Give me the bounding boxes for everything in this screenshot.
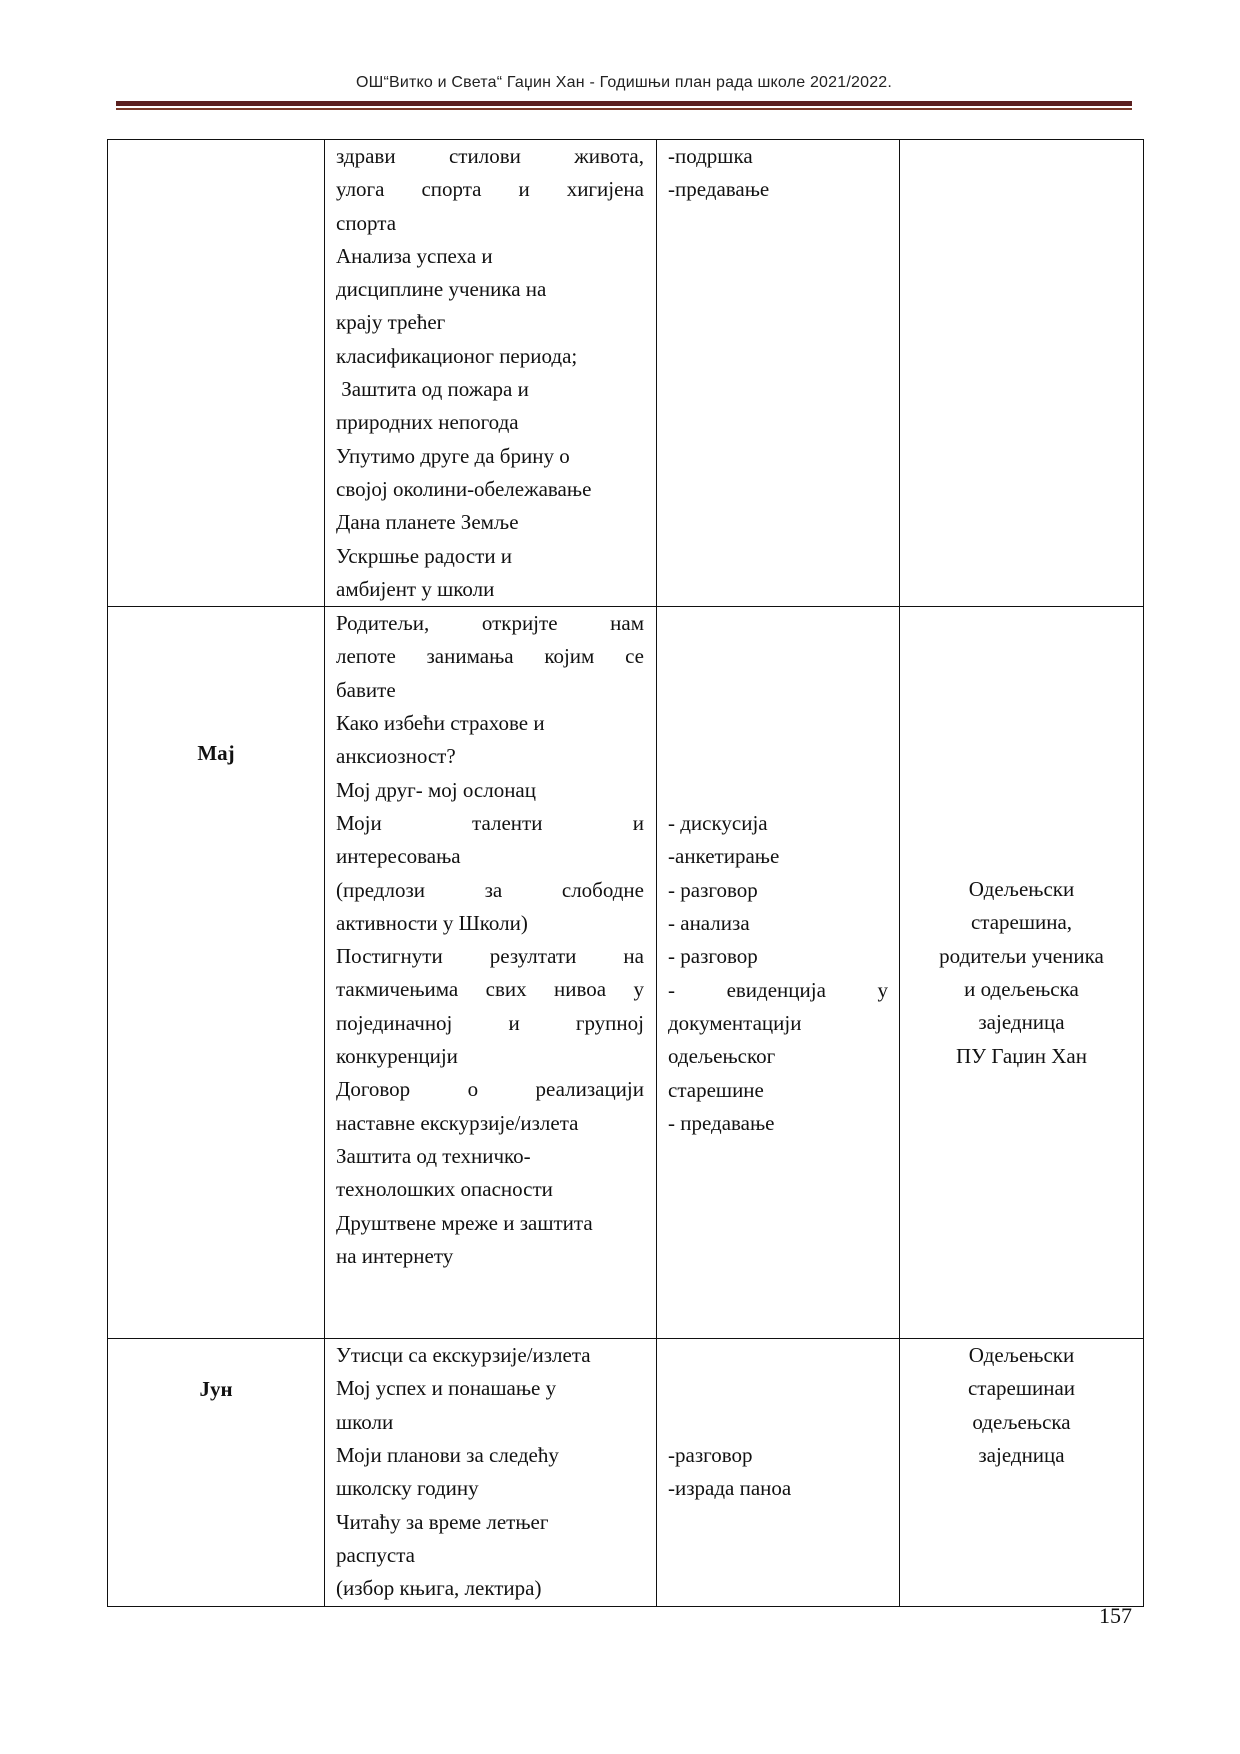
topic-line: такмичењима свих нивоа у — [336, 977, 644, 1002]
responsible-line: заједница — [978, 1443, 1065, 1468]
topic-line: појединачној и групној — [336, 1010, 644, 1035]
topic-line: на интернету — [336, 1243, 454, 1268]
topic-line: Заштита од пожара и — [336, 377, 529, 402]
method-line: -разговор — [668, 1443, 753, 1468]
topics-cell — [325, 140, 657, 607]
methods-cell — [657, 1339, 900, 1607]
method-line: -предавање — [668, 177, 770, 202]
topic-line: Мој успех и понашање у — [336, 1376, 557, 1401]
responsible-cell — [900, 1339, 1144, 1607]
header-rule-thick — [116, 101, 1132, 106]
responsible-line: старешинаи — [967, 1376, 1076, 1401]
method-line: - предавање — [668, 1110, 775, 1135]
topic-line: активности у Школи) — [336, 910, 528, 935]
topic-line: технолошких опасности — [336, 1177, 553, 1202]
topic-line: Ускршње радости и — [336, 543, 513, 568]
topic-line: Читаћу за време летњег — [336, 1509, 549, 1534]
topic-line: улога спорта и хигијена — [336, 177, 644, 202]
topic-line: анксиозност? — [336, 744, 456, 769]
topic-line: дисциплине ученика на — [336, 277, 547, 302]
method-line: - анализа — [668, 911, 750, 936]
month-label: Мај — [197, 741, 235, 766]
topic-line: Мој друг- мој ослонац — [336, 777, 536, 802]
responsible-line: Одељењски — [968, 1343, 1075, 1368]
method-line: -израда паноа — [668, 1476, 792, 1501]
table-row — [108, 1339, 1144, 1607]
method-line: -подршка — [668, 144, 753, 168]
topic-line: Утисци са екскурзије/излета — [336, 1343, 591, 1368]
topic-line: школску годину — [336, 1476, 479, 1501]
topics-cell — [325, 1339, 657, 1607]
topic-line: Постигнути резултати на — [336, 944, 644, 969]
topic-line: Моји таленти и — [336, 810, 644, 835]
topic-line: Моји планови за следећу — [336, 1443, 559, 1468]
topic-line: Договор о реализацији — [336, 1077, 644, 1102]
topic-line: Друштвене мреже и заштита — [336, 1210, 593, 1235]
topic-line: Упутимо друге да брину о — [336, 443, 570, 468]
class-plan-table — [107, 139, 1144, 1607]
topic-line: наставне екскурзије/излета — [336, 1110, 579, 1135]
month-cell — [108, 140, 325, 607]
responsible-line: родитељи ученика — [939, 943, 1104, 968]
topic-line: Родитељи, откријте нам — [336, 611, 644, 636]
method-line: - разговор — [668, 944, 758, 969]
responsible-cell — [900, 140, 1144, 607]
responsible-line: заједница — [978, 1010, 1065, 1035]
method-line: -анкетирање — [668, 844, 780, 869]
topic-line: својој околини-обележавање — [336, 476, 592, 501]
topic-line: распуста — [336, 1542, 415, 1567]
responsible-line: ПУ Гаџин Хан — [956, 1043, 1087, 1068]
topic-line: (избор књига, лектира) — [336, 1576, 542, 1601]
topic-line: бавите — [336, 677, 396, 702]
page-number: 157 — [1099, 1603, 1132, 1628]
methods-cell — [657, 607, 900, 1339]
topic-line: лепоте занимања којим се — [336, 644, 644, 669]
method-line: одељењског — [668, 1044, 776, 1069]
method-line: старешине — [668, 1077, 764, 1102]
responsible-line: и одељењска — [964, 977, 1079, 1002]
method-line: документацији — [668, 1010, 802, 1035]
topic-line: природних непогода — [336, 410, 519, 435]
topic-line: Анализа успеха и — [336, 243, 493, 268]
table-row — [108, 607, 1144, 1339]
topic-line: крају трећег — [336, 310, 446, 335]
responsible-cell — [900, 607, 1144, 1339]
table-row — [108, 140, 1144, 607]
topic-line: спорта — [336, 210, 397, 235]
header-rule-thin — [116, 108, 1132, 110]
topic-line: здрави стилови живота, — [336, 144, 644, 168]
topic-line: (предлози за слободне — [336, 877, 644, 902]
topic-line: Дана планете Земље — [336, 510, 519, 535]
method-line: - евиденција у — [668, 977, 888, 1002]
month-cell — [108, 1339, 325, 1607]
method-line: - дискусија — [668, 811, 768, 836]
topic-line: амбијент у школи — [336, 576, 495, 601]
page-header-title: ОШ“Витко и Света“ Гаџин Хан - Годишњи план рада школе 2021/2022. — [355, 74, 893, 91]
topic-line: школи — [336, 1409, 394, 1434]
topic-line: интересовања — [336, 844, 461, 869]
topic-line: Како избећи страхове и — [336, 711, 545, 736]
methods-cell — [657, 140, 900, 607]
month-label: Јун — [199, 1377, 233, 1402]
topics-cell — [325, 607, 657, 1339]
month-cell — [108, 607, 325, 1339]
topic-line: конкуренцији — [336, 1044, 458, 1069]
method-line: - разговор — [668, 877, 758, 902]
responsible-line: старешина, — [970, 910, 1073, 935]
responsible-line: Одељењски — [968, 877, 1075, 902]
responsible-line: одељењска — [972, 1409, 1071, 1434]
topic-line: Заштита од техничко- — [336, 1143, 531, 1168]
topic-line: класификационог периода; — [336, 343, 578, 368]
